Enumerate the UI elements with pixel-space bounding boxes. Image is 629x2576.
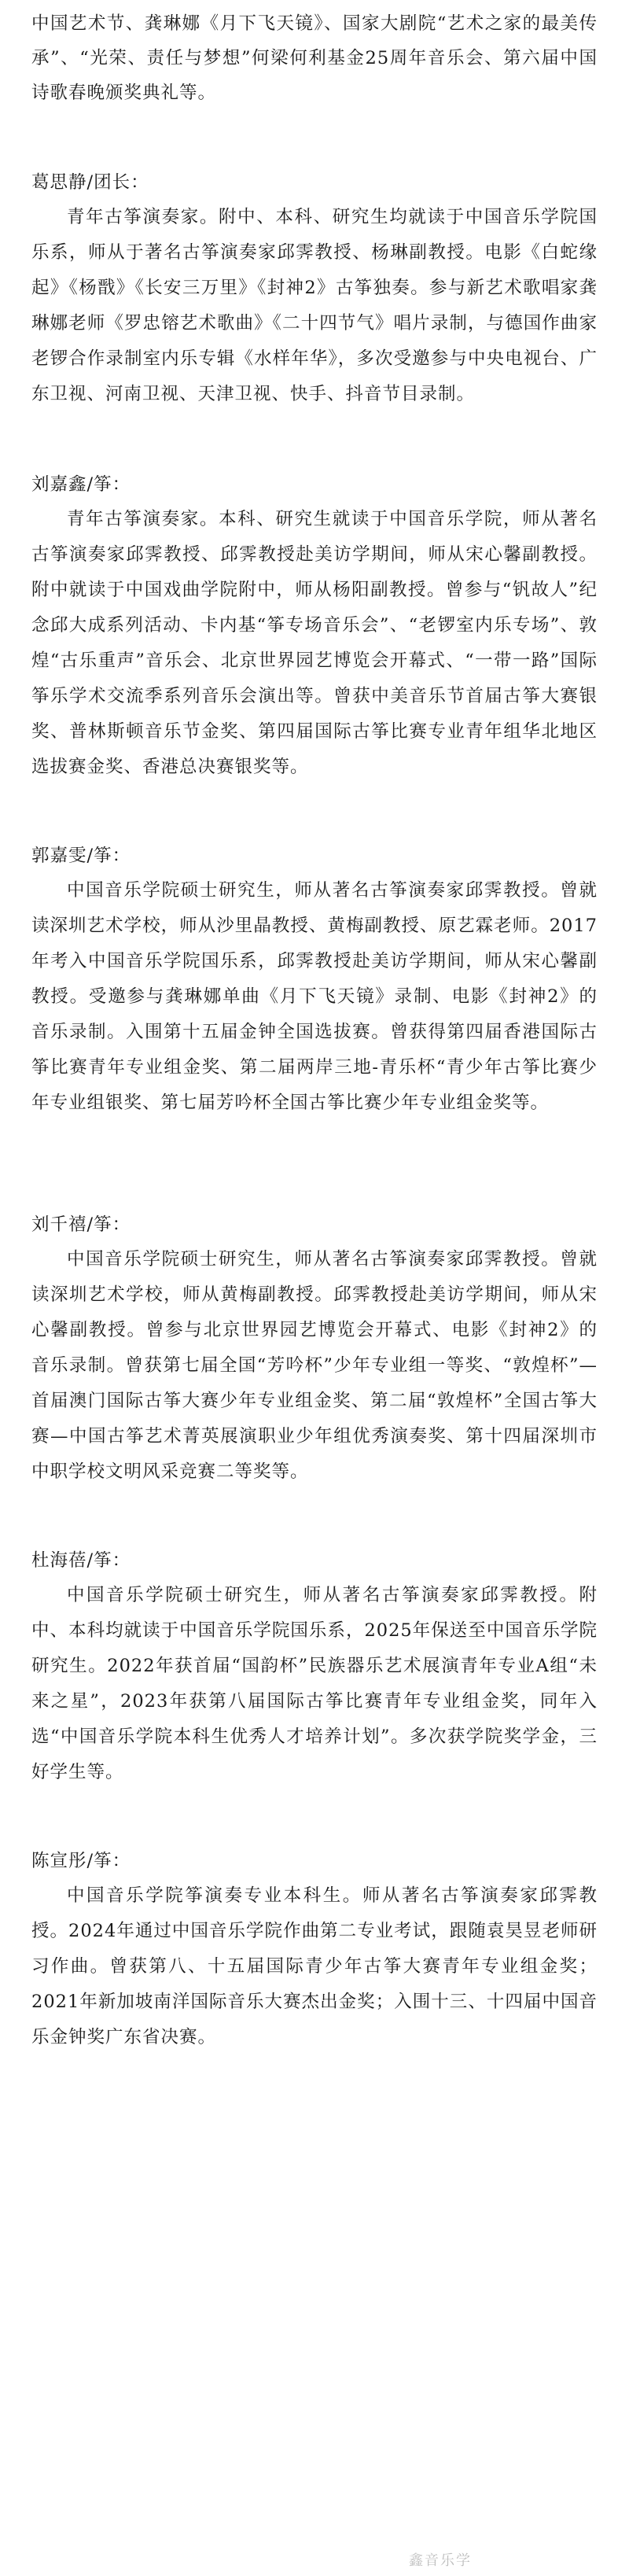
profile-name: 葛思静/团长： xyxy=(31,172,149,193)
profile-guo-jiawen xyxy=(31,838,598,1121)
profile-bio: 青年古筝演奏家。附中、本科、研究生均就读于中国音乐学院国乐系，师从于著名古筝演奏家邱霁教授、杨琳副教授。电影《白蛇缘起》《杨戬》《长安三万里》《封神2》古筝独奏。参与新艺术歌唱家龚琳娜老师《罗忠镕艺术歌曲》《二十四节气》唱片录制，与德国作曲家老锣合作录制室内乐专辑《水样年华》，多次受邀参与中央电视台、广东卫视、河南卫视、天津卫视、快手、抖音节目录制。 xyxy=(31,207,598,404)
profile-name: 陈宣彤/筝： xyxy=(31,1851,131,1871)
profile-liu-qianxi xyxy=(31,1207,598,1490)
profile-du-haibei xyxy=(31,1543,598,1790)
profile-liu-jiaxin xyxy=(31,467,598,785)
profile-bio: 中国音乐学院筝演奏专业本科生。师从著名古筝演奏家邱霁教授。2024年通过中国音乐学院作曲第二专业考试，跟随袁昊昱老师研习作曲。曾获第八、十五届国际青少年古筝大赛青年专业组金奖；2021年新加坡南洋国际音乐大赛杰出金奖；入围十三、十四届中国音乐金钟奖广东省决赛。 xyxy=(31,1885,598,2047)
profile-name: 刘嘉鑫/筝： xyxy=(31,474,131,495)
profile-bio: 中国音乐学院硕士研究生，师从著名古筝演奏家邱霁教授。曾就读深圳艺术学校，师从沙里晶教授、黄梅副教授、原艺霖老师。2017年考入中国音乐学院国乐系，邱霁教授赴美访学期间，师从宋心馨副教授。受邀参与龚琳娜单曲《月下飞天镜》录制、电影《封神2》的音乐录制。入围第十五届金钟全国选拔赛。曾获得第四届香港国际古筝比赛青年专业组金奖、第二届两岸三地-青乐杯“青少年古筝比赛少年专业组银奖、第七届芳吟杯全国古筝比赛少年专业组金奖等。 xyxy=(31,880,598,1113)
profile-bio: 中国音乐学院硕士研究生，师从著名古筝演奏家邱霁教授。附中、本科均就读于中国音乐学院国乐系，2025年保送至中国音乐学院研究生。2022年获首届“国韵杯”民族器乐艺术展演青年专业A组“未来之星”，2023年获第八届国际古筝比赛青年专业组金奖，同年入选“中国音乐学院本科生优秀人才培养计划”。多次获学院奖学金，三好学生等。 xyxy=(31,1585,598,1782)
profile-chen-xuantong xyxy=(31,1844,598,2055)
profile-bio: 中国音乐学院硕士研究生，师从著名古筝演奏家邱霁教授。曾就读深圳艺术学校，师从黄梅副教授。邱霁教授赴美访学期间，师从宋心馨副教授。曾参与北京世界园艺博览会开幕式、电影《封神2》的音乐录制。曾获第七届全国“芳吟杯”少年专业组一等奖、“敦煌杯”—首届澳门国际古筝大赛少年专业组金奖、第二届“敦煌杯”全国古筝大赛—中国古筝艺术菁英展演职业少年组优秀演奏奖、第十四届深圳市中职学校文明风采竞赛二等奖等。 xyxy=(31,1249,598,1482)
intro-paragraph: 中国艺术节、龚琳娜《月下飞天镜》、国家大剧院“艺术之家的最美传承”、“光荣、责任与梦想”何梁何利基金25周年音乐会、第六届中国诗歌春晚颁奖典礼等。 xyxy=(31,13,598,103)
profile-name: 郭嘉雯/筝： xyxy=(31,846,131,866)
profile-bio: 青年古筝演奏家。本科、研究生就读于中国音乐学院，师从著名古筝演奏家邱霁教授、邱霁教授赴美访学期间，师从宋心馨副教授。附中就读于中国戏曲学院附中，师从杨阳副教授。曾参与“钒故人”纪念邱大成系列活动、卡内基“筝专场音乐会”、“老锣室内乐专场”、敦煌“古乐重声”音乐会、北京世界园艺博览会开幕式、“一带一路”国际筝乐学术交流季系列音乐会演出等。曾获中美音乐节首届古筝大赛银奖、普林斯顿音乐节金奖、第四届国际古筝比赛专业青年组华北地区选拔赛金奖、香港总决赛银奖等。 xyxy=(31,509,598,777)
profile-name: 刘千禧/筝： xyxy=(31,1214,131,1235)
watermark: 鑫音乐学 xyxy=(409,2552,472,2569)
profile-ge-sijing xyxy=(31,165,598,412)
profile-name: 杜海蓓/筝： xyxy=(31,1550,131,1571)
